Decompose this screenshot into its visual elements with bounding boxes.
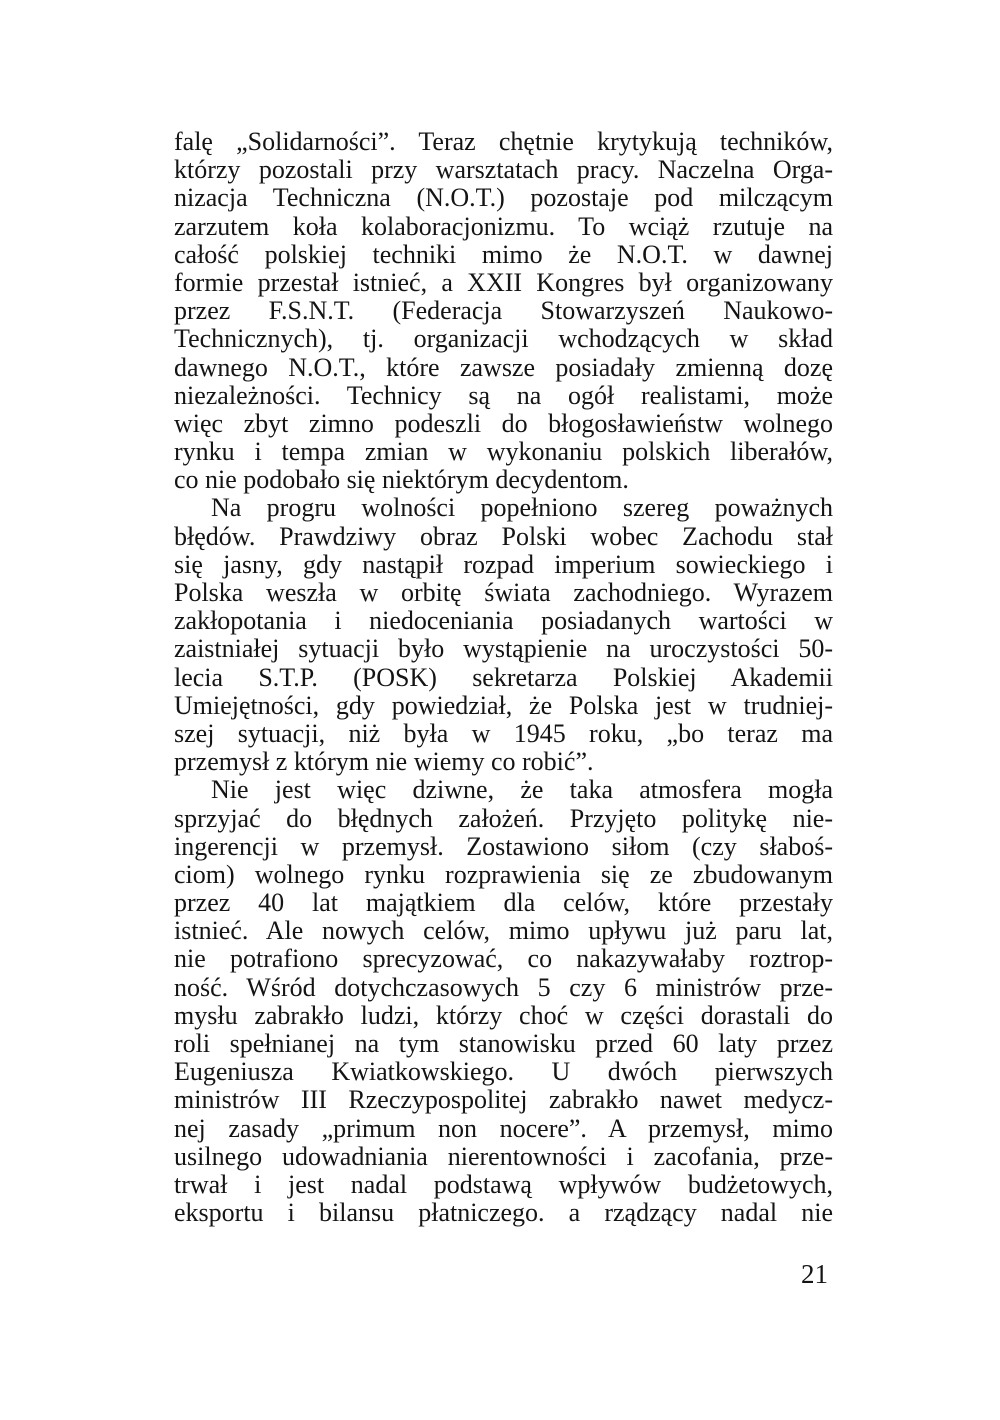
- text-line: całość polskiej techniki mimo że N.O.T. w dawnej: [174, 239, 833, 269]
- text-line: błędów. Prawdziwy obraz Polski wobec Zachodu stał: [174, 521, 833, 551]
- text-line: Umiejętności, gdy powiedział, że Polska jest w trudniej-: [174, 690, 833, 720]
- text-line: istnieć. Ale nowych celów, mimo upływu już paru lat,: [174, 916, 833, 946]
- text-line: usilnego udowadniania nierentowności i zacofania, prze-: [174, 1141, 833, 1171]
- page-number: 21: [801, 1259, 828, 1289]
- text-line: Nie jest więc dziwne, że taka atmosfera mogła: [211, 775, 833, 805]
- text-line: więc zbyt zimno podeszli do błogosławieństw wolnego: [174, 408, 833, 438]
- text-line: Polska weszła w orbitę świata zachodniego. Wyrazem: [174, 578, 833, 607]
- text-line: przemysł z którym nie wiemy co robić”.: [174, 747, 594, 777]
- text-line: Eugeniusza Kwiatkowskiego. U dwóch pierwszych: [174, 1057, 833, 1087]
- text-line: eksportu i bilansu płatniczego. a rządzący nadal nie: [174, 1198, 833, 1228]
- text-line: rynku i tempa zmian w wykonaniu polskich liberałów,: [174, 437, 833, 467]
- text-line: nizacja Techniczna (N.O.T.) pozostaje pod milczącym: [174, 183, 833, 213]
- body-text: [174, 128, 833, 1227]
- text-line: lecia S.T.P. (POSK) sekretarza Polskiej Akademii: [174, 662, 833, 692]
- text-line: ingerencji w przemysł. Zostawiono siłom (czy słaboś-: [174, 831, 833, 861]
- text-line: dawnego N.O.T., które zawsze posiadały zmienną dozę: [174, 352, 833, 382]
- text-line: mysłu zabrakło ludzi, którzy choć w części dorastali do: [174, 1000, 833, 1030]
- text-line: Na progru wolności popełniono szereg poważnych: [211, 493, 833, 523]
- text-line: którzy pozostali przy warsztatach pracy. Naczelna Orga-: [174, 155, 833, 185]
- text-line: zaistniałej sytuacji było wystąpienie na uroczystości 50-: [174, 634, 833, 664]
- text-line: zakłopotania i niedoceniania posiadanych wartości w: [174, 606, 833, 636]
- text-line: przez 40 lat majątkiem dla celów, które przestały: [174, 888, 833, 918]
- text-line: ministrów III Rzeczypospolitej zabrakło nawet medycz-: [174, 1085, 833, 1115]
- text-line: nie potrafiono sprecyzować, co nakazywałaby roztrop-: [174, 944, 833, 974]
- text-line: co nie podobało się niektórym decydentom.: [174, 465, 629, 495]
- text-line: trwał i jest nadal podstawą wpływów budżetowych,: [174, 1169, 833, 1199]
- text-line: roli spełnianej na tym stanowisku przed 60 laty przez: [174, 1029, 833, 1058]
- text-line: niezależności. Technicy są na ogół realistami, może: [174, 380, 833, 410]
- text-line: przez F.S.N.T. (Federacja Stowarzyszeń Naukowo-: [174, 296, 833, 326]
- text-line: formie przestał istnieć, a XXII Kongres był organizowany: [174, 267, 833, 297]
- text-line: ność. Wśród dotychczasowych 5 czy 6 ministrów prze-: [174, 972, 833, 1002]
- text-line: falę „Solidarności”. Teraz chętnie krytykują techników,: [174, 127, 833, 156]
- text-line: Technicznych), tj. organizacji wchodzących w skład: [174, 324, 833, 354]
- text-line: ciom) wolnego rynku rozprawienia się ze zbudowanym: [174, 859, 833, 889]
- text-line: szej sytuacji, niż była w 1945 roku, „bo teraz ma: [174, 718, 833, 748]
- text-line: się jasny, gdy nastąpił rozpad imperium sowieckiego i: [174, 549, 833, 579]
- text-line: zarzutem koła kolaboracjonizmu. To wciąż rzutuje na: [174, 211, 833, 241]
- text-line: sprzyjać do błędnych założeń. Przyjęto politykę nie-: [174, 803, 833, 833]
- text-line: nej zasady „primum non nocere”. A przemysł, mimo: [174, 1113, 833, 1143]
